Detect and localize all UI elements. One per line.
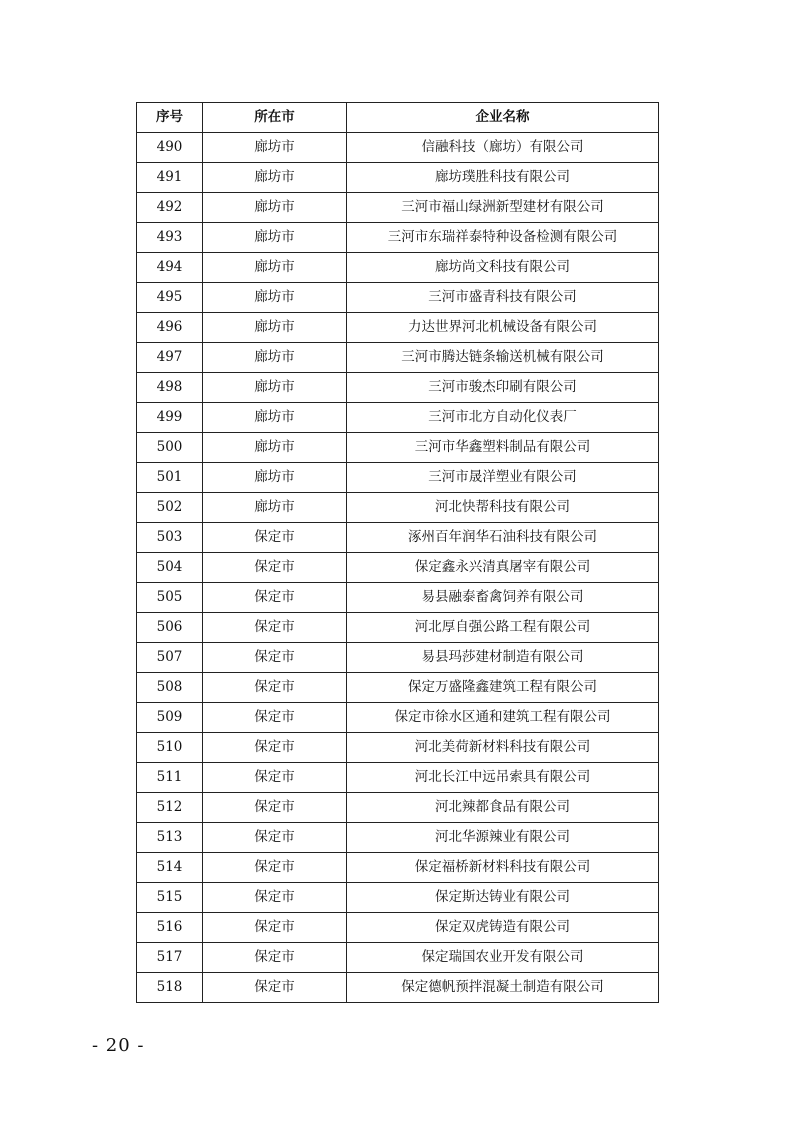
table-row: [137, 313, 659, 343]
cell-city: 保定市: [203, 583, 347, 613]
cell-company: 保定斯达铸业有限公司: [347, 883, 659, 913]
table-row: [137, 763, 659, 793]
table-row: [137, 883, 659, 913]
cell-city: 廊坊市: [203, 373, 347, 403]
table-row: [137, 823, 659, 853]
cell-company: 信融科技（廊坊）有限公司: [347, 133, 659, 163]
header-city: 所在市: [203, 103, 347, 133]
cell-company: 力达世界河北机械设备有限公司: [347, 313, 659, 343]
cell-city: 保定市: [203, 613, 347, 643]
cell-city: 保定市: [203, 883, 347, 913]
table-row: [137, 493, 659, 523]
cell-city: 廊坊市: [203, 193, 347, 223]
cell-company: 三河市东瑞祥泰特种设备检测有限公司: [347, 223, 659, 253]
cell-city: 保定市: [203, 673, 347, 703]
cell-company: 河北厚自强公路工程有限公司: [347, 613, 659, 643]
cell-city: 廊坊市: [203, 283, 347, 313]
table-row: [137, 253, 659, 283]
cell-index: 493: [137, 223, 203, 253]
table-row: [137, 643, 659, 673]
cell-company: 保定鑫永兴清真屠宰有限公司: [347, 553, 659, 583]
cell-index: 517: [137, 943, 203, 973]
cell-company: 河北快帮科技有限公司: [347, 493, 659, 523]
cell-city: 廊坊市: [203, 493, 347, 523]
table-row: [137, 973, 659, 1003]
cell-city: 保定市: [203, 913, 347, 943]
cell-city: 保定市: [203, 823, 347, 853]
cell-company: 廊坊璞胜科技有限公司: [347, 163, 659, 193]
table-row: [137, 373, 659, 403]
cell-index: 518: [137, 973, 203, 1003]
table-row: [137, 673, 659, 703]
cell-index: 492: [137, 193, 203, 223]
cell-company: 保定福桥新材料科技有限公司: [347, 853, 659, 883]
cell-company: 三河市骏杰印刷有限公司: [347, 373, 659, 403]
table-row: [137, 583, 659, 613]
cell-company: 三河市北方自动化仪表厂: [347, 403, 659, 433]
cell-index: 506: [137, 613, 203, 643]
cell-index: 507: [137, 643, 203, 673]
cell-index: 512: [137, 793, 203, 823]
cell-index: 503: [137, 523, 203, 553]
table-row: [137, 703, 659, 733]
cell-index: 495: [137, 283, 203, 313]
cell-company: 保定瑞国农业开发有限公司: [347, 943, 659, 973]
cell-index: 516: [137, 913, 203, 943]
cell-city: 保定市: [203, 553, 347, 583]
cell-city: 廊坊市: [203, 313, 347, 343]
cell-index: 508: [137, 673, 203, 703]
table-row: [137, 163, 659, 193]
cell-company: 易县融泰畜禽饲养有限公司: [347, 583, 659, 613]
cell-company: 涿州百年润华石油科技有限公司: [347, 523, 659, 553]
table-row: [137, 193, 659, 223]
table-row: [137, 523, 659, 553]
cell-company: 三河市福山绿洲新型建材有限公司: [347, 193, 659, 223]
enterprise-table: [136, 102, 659, 1003]
cell-index: 504: [137, 553, 203, 583]
cell-company: 河北华源辣业有限公司: [347, 823, 659, 853]
cell-index: 498: [137, 373, 203, 403]
cell-index: 509: [137, 703, 203, 733]
table-row: [137, 283, 659, 313]
table-row: [137, 613, 659, 643]
cell-index: 499: [137, 403, 203, 433]
cell-city: 廊坊市: [203, 463, 347, 493]
table-row: [137, 463, 659, 493]
cell-city: 廊坊市: [203, 403, 347, 433]
cell-company: 三河市华鑫塑料制品有限公司: [347, 433, 659, 463]
cell-company: 三河市晟洋塑业有限公司: [347, 463, 659, 493]
cell-city: 廊坊市: [203, 133, 347, 163]
table-row: [137, 733, 659, 763]
cell-index: 496: [137, 313, 203, 343]
cell-city: 保定市: [203, 523, 347, 553]
cell-company: 三河市盛青科技有限公司: [347, 283, 659, 313]
cell-company: 三河市腾达链条输送机械有限公司: [347, 343, 659, 373]
cell-company: 河北美荷新材料科技有限公司: [347, 733, 659, 763]
cell-company: 易县玛莎建材制造有限公司: [347, 643, 659, 673]
cell-city: 廊坊市: [203, 433, 347, 463]
cell-index: 490: [137, 133, 203, 163]
cell-city: 保定市: [203, 703, 347, 733]
table-row: [137, 223, 659, 253]
cell-company: 廊坊尚文科技有限公司: [347, 253, 659, 283]
cell-index: 510: [137, 733, 203, 763]
cell-company: 保定万盛隆鑫建筑工程有限公司: [347, 673, 659, 703]
cell-index: 505: [137, 583, 203, 613]
cell-index: 515: [137, 883, 203, 913]
cell-company: 河北长江中远吊索具有限公司: [347, 763, 659, 793]
cell-city: 保定市: [203, 793, 347, 823]
cell-city: 保定市: [203, 643, 347, 673]
header-company: 企业名称: [347, 103, 659, 133]
cell-city: 廊坊市: [203, 253, 347, 283]
table-row: [137, 433, 659, 463]
cell-city: 保定市: [203, 853, 347, 883]
cell-company: 保定德帆预拌混凝土制造有限公司: [347, 973, 659, 1003]
cell-index: 501: [137, 463, 203, 493]
table-row: [137, 913, 659, 943]
table-body: [137, 133, 659, 1003]
page-number: - 20 -: [92, 1035, 145, 1056]
table-row: [137, 343, 659, 373]
cell-index: 511: [137, 763, 203, 793]
cell-city: 廊坊市: [203, 223, 347, 253]
table-row: [137, 553, 659, 583]
table-row: [137, 403, 659, 433]
cell-city: 保定市: [203, 973, 347, 1003]
cell-city: 保定市: [203, 943, 347, 973]
cell-city: 廊坊市: [203, 343, 347, 373]
cell-company: 河北辣都食品有限公司: [347, 793, 659, 823]
cell-index: 513: [137, 823, 203, 853]
cell-index: 494: [137, 253, 203, 283]
table-row: [137, 943, 659, 973]
table-header-row: [137, 103, 659, 133]
cell-index: 514: [137, 853, 203, 883]
cell-index: 500: [137, 433, 203, 463]
cell-city: 保定市: [203, 733, 347, 763]
cell-city: 廊坊市: [203, 163, 347, 193]
cell-index: 502: [137, 493, 203, 523]
cell-city: 保定市: [203, 763, 347, 793]
table-row: [137, 793, 659, 823]
table-row: [137, 853, 659, 883]
cell-index: 491: [137, 163, 203, 193]
cell-company: 保定市徐水区通和建筑工程有限公司: [347, 703, 659, 733]
table-row: [137, 133, 659, 163]
header-index: 序号: [137, 103, 203, 133]
cell-index: 497: [137, 343, 203, 373]
cell-company: 保定双虎铸造有限公司: [347, 913, 659, 943]
